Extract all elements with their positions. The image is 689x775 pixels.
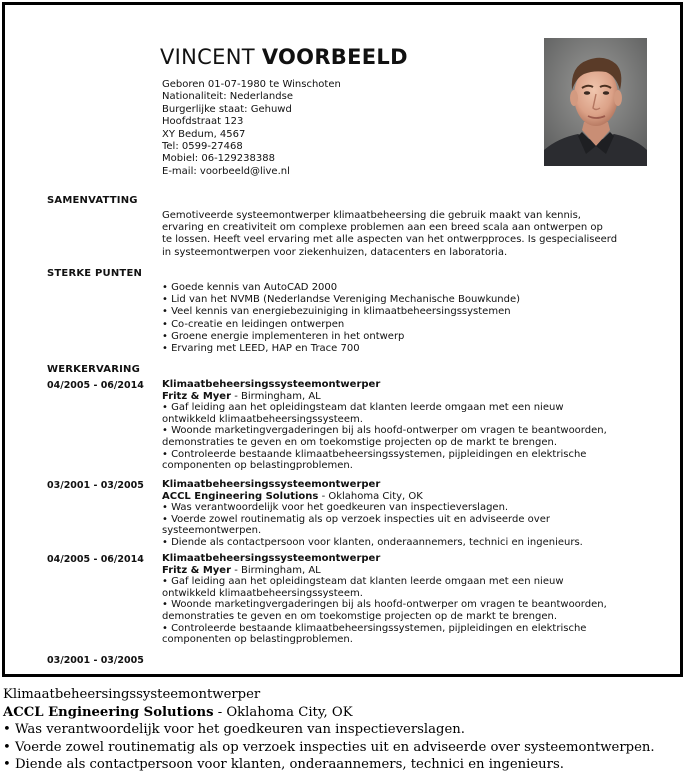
- job-line: • Was verantwoordelijk voor het goedkeuren van inspectieverslagen.: [162, 502, 509, 514]
- job-line: • Gaf leiding aan het opleidingsteam dat klanten leerde omgaan met een nieuw: [162, 402, 564, 414]
- list-item: • Ervaring met LEED, HAP en Trace 700: [162, 343, 360, 355]
- job-entry: [162, 379, 632, 472]
- summary-line: Gemotiveerde systeemontwerper klimaatbeheersing die gebruik maakt van kennis,: [162, 210, 581, 221]
- company-location: - Birmingham, AL: [231, 390, 321, 402]
- job-dates: 04/2005 - 06/2014: [47, 554, 144, 565]
- overflow-company-name: ACCL Engineering Solutions: [3, 704, 214, 720]
- company-name: Fritz & Myer: [162, 390, 232, 402]
- overflow-company-line: [3, 704, 687, 722]
- job-line: demonstraties te geven en om toekomstige projecten op de markt te brengen.: [162, 610, 557, 622]
- overflow-company-location: - Oklahoma City, OK: [213, 704, 353, 720]
- job-line: • Controleerde bestaande klimaatbeheersingssystemen, pijpleidingen en elektrische: [162, 448, 587, 460]
- summary-text: [162, 210, 632, 259]
- job-title: Klimaatbeheersingssysteemontwerper: [162, 479, 381, 490]
- company-name: ACCL Engineering Solutions: [162, 490, 319, 502]
- profile-photo: [544, 38, 647, 166]
- summary-line: ervaring en creativiteit om complexe problemen aan een breed scala aan ontwerpen op: [162, 222, 603, 234]
- list-item: • Lid van het NVMB (Nederlandse Vereniging Mechanische Bouwkunde): [162, 294, 521, 306]
- list-item: • Co-creatie en leidingen ontwerpen: [162, 318, 345, 330]
- job-dates: 03/2001 - 03/2005: [47, 655, 144, 666]
- resume-page: [2, 2, 683, 677]
- overflow-line: • Was verantwoordelijk voor het goedkeuren van inspectieverslagen.: [3, 722, 465, 738]
- contact-details: [162, 79, 341, 178]
- contact-line: E-mail: voorbeeld@live.nl: [162, 165, 290, 177]
- strengths-heading: STERKE PUNTEN: [47, 268, 143, 279]
- contact-line: Hoofdstraat 123: [162, 116, 244, 128]
- job-dates: 04/2005 - 06/2014: [47, 380, 144, 391]
- summary-line: in systeemontwerpen voor ziekenhuizen, datacenters en laboratoria.: [162, 246, 508, 258]
- list-item: • Groene energie implementeren in het ontwerp: [162, 330, 405, 342]
- contact-line: Nationaliteit: Nederlandse: [162, 91, 293, 103]
- job-company-line: [162, 565, 632, 577]
- contact-line: Tel: 0599-27468: [162, 141, 243, 153]
- list-item: • Veel kennis van energiebezuiniging in klimaatbeheersingssystemen: [162, 306, 511, 318]
- job-title: Klimaatbeheersingssysteemontwerper: [162, 379, 381, 390]
- contact-line: Geboren 01-07-1980 te Winschoten: [162, 79, 341, 90]
- job-line: • Gaf leiding aan het opleidingsteam dat klanten leerde omgaan met een nieuw: [162, 576, 564, 588]
- company-location: - Oklahoma City, OK: [318, 490, 423, 502]
- contact-line: XY Bedum, 4567: [162, 128, 246, 140]
- job-entry: [162, 479, 632, 549]
- job-line: • Woonde marketingvergaderingen bij als hoofd-ontwerper om vragen te beantwoorden,: [162, 599, 607, 611]
- job-line: • Woonde marketingvergaderingen bij als hoofd-ontwerper om vragen te beantwoorden,: [162, 425, 607, 437]
- first-name: VINCENT: [160, 45, 255, 69]
- company-name: Fritz & Myer: [162, 564, 232, 576]
- job-line: ontwikkeld klimaatbeheersingssysteem.: [162, 587, 363, 599]
- resume-name: [160, 45, 408, 69]
- job-line: • Diende als contactpersoon voor klanten, onderaannemers, technici en ingenieurs.: [162, 536, 583, 548]
- job-company-line: [162, 491, 632, 503]
- experience-heading: WERKERVARING: [47, 364, 141, 375]
- contact-line: Burgerlijke staat: Gehuwd: [162, 103, 292, 115]
- overflow-line: • Diende als contactpersoon voor klanten, onderaannemers, technici en ingenieurs.: [3, 757, 564, 773]
- last-name: VOORBEELD: [261, 45, 408, 69]
- overflow-job-title: Klimaatbeheersingssysteemontwerper: [3, 687, 261, 702]
- job-title: Klimaatbeheersingssysteemontwerper: [162, 553, 381, 564]
- contact-line: Mobiel: 06-129238388: [162, 153, 275, 165]
- job-dates: 03/2001 - 03/2005: [47, 480, 144, 491]
- overflow-job-entry: [3, 686, 687, 774]
- job-line: demonstraties te geven en om toekomstige projecten op de markt te brengen.: [162, 436, 557, 448]
- job-company-line: [162, 391, 632, 403]
- job-line: • Voerde zowel routinematig als op verzoek inspecties uit en adviseerde over: [162, 513, 550, 525]
- overflow-line: • Voerde zowel routinematig als op verzoek inspecties uit en adviseerde over systeemontwerpen.: [3, 739, 655, 755]
- summary-line: te lossen. Heeft veel ervaring met alle aspecten van het ontwerpproces. Is gespecialiseerd: [162, 234, 618, 246]
- company-location: - Birmingham, AL: [231, 564, 321, 576]
- job-line: systeemontwerpen.: [162, 525, 262, 537]
- job-entry: [162, 553, 632, 646]
- strengths-list: [162, 282, 632, 355]
- job-line: componenten op belastingproblemen.: [162, 460, 353, 472]
- list-item: • Goede kennis van AutoCAD 2000: [162, 282, 338, 293]
- summary-heading: SAMENVATTING: [47, 195, 138, 206]
- job-line: • Controleerde bestaande klimaatbeheersingssystemen, pijpleidingen en elektrische: [162, 622, 587, 634]
- job-line: ontwikkeld klimaatbeheersingssysteem.: [162, 413, 363, 425]
- job-line: componenten op belastingproblemen.: [162, 634, 353, 646]
